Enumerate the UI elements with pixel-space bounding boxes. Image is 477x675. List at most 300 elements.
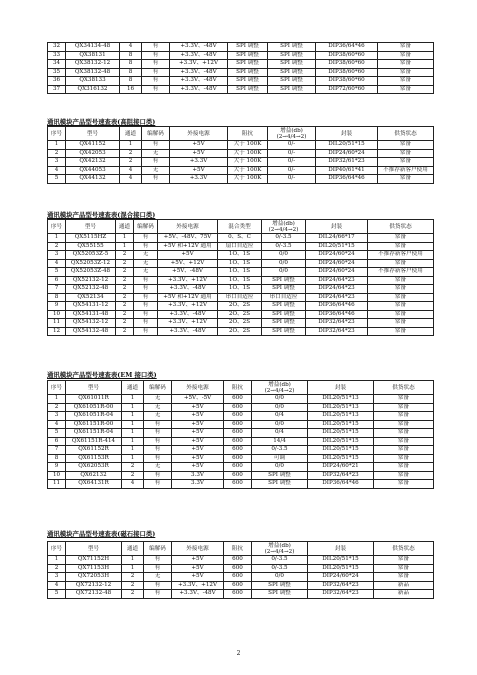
table-cell: 3.3V xyxy=(172,471,224,480)
table-cell: DIP36/64*46 xyxy=(316,43,378,52)
table-cell: +3.3V、-48V xyxy=(170,77,228,86)
table-cell: 600 xyxy=(224,420,252,429)
table-cell: DIP36/64*46 xyxy=(306,302,368,311)
table-cell: +3.3V、-48V xyxy=(158,327,218,336)
table-cell: 0/- xyxy=(268,158,316,167)
column-header: 阻抗 xyxy=(228,127,268,141)
table-cell: 5 xyxy=(48,590,66,599)
table-row xyxy=(48,302,434,311)
table-cell: 不推荐新客户使用 xyxy=(378,166,434,175)
table-row xyxy=(48,420,434,429)
table-cell: 常备 xyxy=(374,480,434,489)
table-cell: 有 xyxy=(142,141,170,150)
table-cell: 600 xyxy=(224,556,252,565)
table-cell: 2 xyxy=(122,590,144,599)
table-cell: +5V xyxy=(172,437,224,446)
table-cell: QX55155 xyxy=(66,242,116,251)
table-cell: +5V xyxy=(172,446,224,455)
table-cell: 有 xyxy=(144,454,172,463)
table-cell: +5V xyxy=(172,429,224,438)
table-cell: 有 xyxy=(144,429,172,438)
table-cell: 大于 100K xyxy=(228,149,268,158)
table-cell: QX52132-12 xyxy=(66,276,116,285)
table-cell: 2 xyxy=(116,319,134,328)
table-cell: 有 xyxy=(144,471,172,480)
table-row xyxy=(48,234,434,243)
table-cell: 0/-3.5 xyxy=(252,446,308,455)
table-cell: +5V xyxy=(172,564,224,573)
table-row xyxy=(48,43,434,52)
table-cell: 有 xyxy=(134,242,158,251)
table-cell: QX38132-48 xyxy=(66,68,120,77)
table-cell: 1 xyxy=(48,556,66,565)
table-cell: SPI 调整 xyxy=(228,60,268,69)
table-continued xyxy=(47,42,434,94)
section-title-magneto: 通讯模块产品型号速查表(磁石接口类) xyxy=(47,530,156,538)
table-cell: 有 xyxy=(142,43,170,52)
table-cell: 5 xyxy=(48,429,66,438)
column-header: 序号 xyxy=(48,127,66,141)
table-cell: 1 xyxy=(122,446,144,455)
table-cell: DIP72/60*60 xyxy=(316,85,378,94)
table-header-row xyxy=(48,381,434,395)
table-cell: QX52134 xyxy=(66,293,116,302)
table-cell: 有 xyxy=(134,285,158,294)
column-header: 型号 xyxy=(66,381,122,395)
table-cell: +3.3V、+12V xyxy=(158,319,218,328)
table-cell: DIP32/61*23 xyxy=(316,158,378,167)
table-cell: 1 xyxy=(122,454,144,463)
table-cell: 1O、1S xyxy=(218,276,262,285)
table-cell: 4 xyxy=(122,480,144,489)
column-header: 通道 xyxy=(122,542,144,556)
table-cell: 常备 xyxy=(368,259,434,268)
table-cell: 2 xyxy=(116,268,134,277)
table-cell: 8 xyxy=(120,60,142,69)
table-cell: 有 xyxy=(142,60,170,69)
table-cell: DIL20/51*13 xyxy=(308,412,374,421)
table-cell: 常备 xyxy=(368,234,434,243)
table-cell: 无 xyxy=(144,463,172,472)
table-cell: 8 xyxy=(48,293,66,302)
table-row xyxy=(48,429,434,438)
table-cell: 600 xyxy=(224,581,252,590)
table-cell: 0/- xyxy=(268,166,316,175)
table-row xyxy=(48,85,434,94)
table-cell: SPI 调整 xyxy=(262,276,306,285)
table-row xyxy=(48,141,434,150)
column-header: 封装 xyxy=(308,542,374,556)
table-cell: +5V xyxy=(172,403,224,412)
table-cell: DIL20/51*15 xyxy=(316,141,378,150)
table-cell: 32 xyxy=(48,43,66,52)
table-cell: 0/0 xyxy=(262,268,306,277)
table-row xyxy=(48,327,434,336)
column-header: 增益(db) (2→4/4→2) xyxy=(262,220,306,234)
table-cell: 1O、1S xyxy=(218,268,262,277)
table-cell: 2 xyxy=(116,302,134,311)
table-row xyxy=(48,480,434,489)
table-row xyxy=(48,285,434,294)
table-cell: 0/0 xyxy=(252,420,308,429)
table-cell: 常备 xyxy=(378,68,434,77)
table-row xyxy=(48,268,434,277)
table-cell: 16 xyxy=(120,85,142,94)
table-cell: 4 xyxy=(48,420,66,429)
column-header: 外接电源 xyxy=(170,127,228,141)
column-header: 编解码 xyxy=(142,127,170,141)
column-header: 封装 xyxy=(308,381,374,395)
table-cell: QX71152H xyxy=(66,556,122,565)
table-cell: SPI 调整 xyxy=(268,43,316,52)
table-cell: 串口自适应 xyxy=(218,293,262,302)
table-cell: +5V xyxy=(172,573,224,582)
column-header: 增益(db) (2→4/4→2) xyxy=(252,542,308,556)
table-cell: 2 xyxy=(48,242,66,251)
table-row xyxy=(48,556,434,565)
table-row xyxy=(48,412,434,421)
table-cell: 2 xyxy=(122,573,144,582)
table-cell: +3.3V、-48V xyxy=(172,590,224,599)
table-cell: DIL24/66*17 xyxy=(306,234,368,243)
table-cell: QX61011R xyxy=(66,395,122,404)
table-cell: 8 xyxy=(120,77,142,86)
section-title-em: 通讯模块产品型号速查表(EM 接口类) xyxy=(47,371,157,379)
table-cell: 1O、1S xyxy=(218,285,262,294)
table-cell: 600 xyxy=(224,395,252,404)
table-row xyxy=(48,446,434,455)
table-cell: 有 xyxy=(144,590,172,599)
table-cell: QX52053Z-5 xyxy=(66,251,116,260)
table-cell: 0/0 xyxy=(252,395,308,404)
table-cell: 1O、1S xyxy=(218,259,262,268)
table-cell: DIP24/60*24 xyxy=(308,573,374,582)
table-cell: 9 xyxy=(48,463,66,472)
table-cell: 常备 xyxy=(368,293,434,302)
table-cell: 6 xyxy=(48,276,66,285)
table-row xyxy=(48,251,434,260)
table-cell: 35 xyxy=(48,68,66,77)
table-cell: +3.3V、+12V xyxy=(158,276,218,285)
table-cell: 4 xyxy=(48,166,66,175)
table-cell: 常备 xyxy=(368,242,434,251)
table-cell: 2 xyxy=(122,463,144,472)
table-header-row xyxy=(48,220,434,234)
table-cell: 2 xyxy=(48,403,66,412)
table-cell: 有 xyxy=(134,234,158,243)
table-cell: DIL20/51*15 xyxy=(308,556,374,565)
column-header: 增益(db) (2→4/4→2) xyxy=(252,381,308,395)
table-cell: 无 xyxy=(144,573,172,582)
table-cell: 扇口自适应 xyxy=(218,242,262,251)
table-cell: QX52132-48 xyxy=(66,285,116,294)
column-header: 序号 xyxy=(48,381,66,395)
table-header-row xyxy=(48,542,434,556)
table-cell: QX5115HZ xyxy=(66,234,116,243)
table-cell: 无 xyxy=(134,268,158,277)
table-cell: 33 xyxy=(48,51,66,60)
table-cell: DIP24/64*23 xyxy=(306,293,368,302)
table-cell: 5 xyxy=(48,175,66,184)
table-cell: 1 xyxy=(122,420,144,429)
table-cell: QX38131 xyxy=(66,51,120,60)
table-cell: 36 xyxy=(48,77,66,86)
table-cell: +3.3V xyxy=(170,175,228,184)
table-cell: 常备 xyxy=(368,285,434,294)
column-header: 混合类型 xyxy=(218,220,262,234)
column-header: 封装 xyxy=(306,220,368,234)
table-row xyxy=(48,319,434,328)
table-cell: QX72132-48 xyxy=(66,590,122,599)
table-cell: 常备 xyxy=(374,556,434,565)
table-cell: 有 xyxy=(144,564,172,573)
table-cell: 常备 xyxy=(378,60,434,69)
table-cell: 11 xyxy=(48,319,66,328)
table-cell: 常备 xyxy=(374,395,434,404)
table-cell: 常备 xyxy=(374,403,434,412)
table-cell: 1 xyxy=(122,556,144,565)
table-cell: SPI 调整 xyxy=(228,51,268,60)
page-number: 2 xyxy=(236,650,241,657)
table-cell: 14/4 xyxy=(252,437,308,446)
table-cell: SPI 调整 xyxy=(262,310,306,319)
table-cell: 有 xyxy=(144,480,172,489)
column-header: 供货状态 xyxy=(374,542,434,556)
table-cell: 无 xyxy=(142,149,170,158)
table-cell: 无 xyxy=(134,259,158,268)
table-cell: 0/4 xyxy=(252,429,308,438)
table-row xyxy=(48,395,434,404)
table-cell: SPI 调整 xyxy=(252,471,308,480)
table-cell: +3.3V、-48V xyxy=(170,68,228,77)
table-cell: +5V、-48V xyxy=(158,268,218,277)
table-cell: QX61152R xyxy=(66,446,122,455)
table-cell: 常备 xyxy=(374,573,434,582)
table-cell: 600 xyxy=(224,471,252,480)
table-cell: 600 xyxy=(224,412,252,421)
table-cell: 常备 xyxy=(378,175,434,184)
table-cell: DIP24/60*24 xyxy=(316,149,378,158)
table-cell: 新品 xyxy=(374,581,434,590)
table-cell: 无 xyxy=(134,251,158,260)
table-cell: 常备 xyxy=(374,437,434,446)
column-header: 型号 xyxy=(66,542,122,556)
table-cell: 大于 100K xyxy=(228,166,268,175)
table-cell: 0/-3.5 xyxy=(262,242,306,251)
column-header: 编解码 xyxy=(134,220,158,234)
table-cell: QX54132-12 xyxy=(66,319,116,328)
table-cell: 1 xyxy=(122,564,144,573)
table-cell: 有 xyxy=(144,420,172,429)
table-row xyxy=(48,158,434,167)
table-cell: 600 xyxy=(224,480,252,489)
table-cell: +5V、+12V xyxy=(158,259,218,268)
table-cell: 2O、2S xyxy=(218,310,262,319)
table-row xyxy=(48,68,434,77)
table-cell: QX54131-48 xyxy=(66,310,116,319)
table-hybrid xyxy=(47,219,434,336)
table-cell: 5 xyxy=(48,268,66,277)
table-cell: 有 xyxy=(134,310,158,319)
table-cell: 600 xyxy=(224,403,252,412)
table-cell: +3.3V、-48V xyxy=(170,43,228,52)
column-header: 通道 xyxy=(116,220,134,234)
table-cell: 常备 xyxy=(374,564,434,573)
table-row xyxy=(48,581,434,590)
table-cell: +5V xyxy=(172,454,224,463)
table-cell: 0、S、C xyxy=(218,234,262,243)
column-header: 序号 xyxy=(48,220,66,234)
table-cell: QX52053Z-12 xyxy=(66,259,116,268)
table-cell: 常备 xyxy=(368,319,434,328)
table-cell: 12 xyxy=(48,327,66,336)
table-cell: SPI 调整 xyxy=(252,480,308,489)
table-cell: 常备 xyxy=(378,51,434,60)
table-cell: DIP24/60*24 xyxy=(306,259,368,268)
table-cell: 10 xyxy=(48,310,66,319)
table-row xyxy=(48,293,434,302)
table-cell: 有 xyxy=(142,175,170,184)
table-cell: 有 xyxy=(134,327,158,336)
table-cell: 600 xyxy=(224,446,252,455)
table-cell: SPI 调整 xyxy=(262,285,306,294)
table-cell: SPI 调整 xyxy=(262,327,306,336)
table-cell: 2 xyxy=(116,293,134,302)
table-cell: +3.3V xyxy=(170,158,228,167)
table-cell: 有 xyxy=(134,276,158,285)
table-cell: DIL20/51*15 xyxy=(308,564,374,573)
table-cell: DIL20/51*15 xyxy=(306,242,368,251)
table-cell: QX316132 xyxy=(66,85,120,94)
table-cell: 有 xyxy=(134,319,158,328)
table-cell: 常备 xyxy=(378,77,434,86)
table-cell: QX42132 xyxy=(66,158,120,167)
table-cell: 常备 xyxy=(374,429,434,438)
table-cell: 1 xyxy=(122,429,144,438)
table-cell: 0/- xyxy=(268,141,316,150)
table-cell: 2 xyxy=(116,285,134,294)
table-cell: 0/-3.5 xyxy=(252,564,308,573)
table-cell: SPI 调整 xyxy=(262,319,306,328)
table-cell: SPI 调整 xyxy=(228,85,268,94)
table-cell: 常备 xyxy=(378,158,434,167)
table-cell: QX72053H xyxy=(66,573,122,582)
table-cell: 4 xyxy=(120,166,142,175)
table-cell: 有 xyxy=(142,85,170,94)
table-cell: +5V xyxy=(170,141,228,150)
table-cell: DIP24/60*21 xyxy=(308,463,374,472)
column-header: 供货状态 xyxy=(374,381,434,395)
column-header: 通道 xyxy=(122,381,144,395)
table-cell: +5V xyxy=(170,166,228,175)
table-cell: +5V xyxy=(172,420,224,429)
table-cell: DIL20/51*13 xyxy=(308,395,374,404)
table-cell: +3.3V、+12V xyxy=(158,302,218,311)
table-cell: +5V xyxy=(172,556,224,565)
table-cell: 2O、2S xyxy=(218,327,262,336)
table-cell: 常备 xyxy=(374,454,434,463)
table-row xyxy=(48,149,434,158)
table-cell: QX61151R-04 xyxy=(66,429,122,438)
table-cell: +5V、-48V、75V xyxy=(158,234,218,243)
table-cell: 新品 xyxy=(374,590,434,599)
table-cell: SPI 调整 xyxy=(228,68,268,77)
table-cell: DIL20/51*15 xyxy=(308,420,374,429)
table-cell: +5V xyxy=(172,463,224,472)
table-cell: 0/-3.5 xyxy=(262,234,306,243)
table-cell: QX38133 xyxy=(66,77,120,86)
table-cell: SPI 调整 xyxy=(268,77,316,86)
table-cell: 有 xyxy=(142,158,170,167)
table-cell: 无 xyxy=(144,403,172,412)
table-cell: 7 xyxy=(48,285,66,294)
table-cell: 不推荐新客户使用 xyxy=(368,268,434,277)
column-header: 外接电源 xyxy=(172,542,224,556)
table-cell: DIL20/51*15 xyxy=(308,454,374,463)
table-cell: +5V、-5V xyxy=(172,395,224,404)
table-cell: +3.3V、+12V xyxy=(172,581,224,590)
table-cell: SPI 调整 xyxy=(252,581,308,590)
table-cell: +3.3V、-48V xyxy=(170,51,228,60)
table-cell: DIL20/51*15 xyxy=(308,437,374,446)
table-row xyxy=(48,454,434,463)
table-cell: 无 xyxy=(142,166,170,175)
table-cell: 1 xyxy=(122,437,144,446)
table-cell: 1 xyxy=(116,242,134,251)
table-cell: SPI 调整 xyxy=(228,43,268,52)
table-cell: 4 xyxy=(120,175,142,184)
table-cell: 2 xyxy=(122,471,144,480)
table-cell: QX72132-12 xyxy=(66,581,122,590)
table-cell: 大于 100K xyxy=(228,141,268,150)
table-cell: +3.3V、-48V xyxy=(158,285,218,294)
table-cell: 0/- xyxy=(268,149,316,158)
table-cell: +5V xyxy=(170,149,228,158)
table-cell: 有 xyxy=(142,77,170,86)
table-cell: 3 xyxy=(48,573,66,582)
table-cell: QX52053Z-48 xyxy=(66,268,116,277)
table-cell: 1 xyxy=(48,234,66,243)
table-cell: SPI 调整 xyxy=(262,302,306,311)
table-row xyxy=(48,259,434,268)
table-cell: 常备 xyxy=(374,412,434,421)
column-header: 型号 xyxy=(66,220,116,234)
table-cell: 有 xyxy=(142,51,170,60)
column-header: 外接电源 xyxy=(172,381,224,395)
table-cell: 3 xyxy=(48,158,66,167)
table-cell: 600 xyxy=(224,437,252,446)
table-cell: DIP24/64*23 xyxy=(306,285,368,294)
table-cell: 大于 100K xyxy=(228,175,268,184)
table-cell: DIP38/60*60 xyxy=(316,60,378,69)
table-row xyxy=(48,276,434,285)
table-cell: 有 xyxy=(142,68,170,77)
table-cell: 0/4 xyxy=(252,412,308,421)
table-cell: DIP40/61*41 xyxy=(316,166,378,175)
table-cell: 7 xyxy=(48,446,66,455)
table-cell: QX64131R xyxy=(66,480,122,489)
table-cell: DIP36/64*46 xyxy=(316,175,378,184)
table-cell: 3 xyxy=(48,251,66,260)
table-cell: SPI 调整 xyxy=(268,85,316,94)
table-cell: +3.3V、+12V xyxy=(170,60,228,69)
table-cell: DIP38/60*60 xyxy=(316,68,378,77)
table-cell: +3.3V、-48V xyxy=(158,310,218,319)
table-cell: 600 xyxy=(224,564,252,573)
table-cell: 37 xyxy=(48,85,66,94)
table-row xyxy=(48,590,434,599)
column-header: 型号 xyxy=(66,127,120,141)
